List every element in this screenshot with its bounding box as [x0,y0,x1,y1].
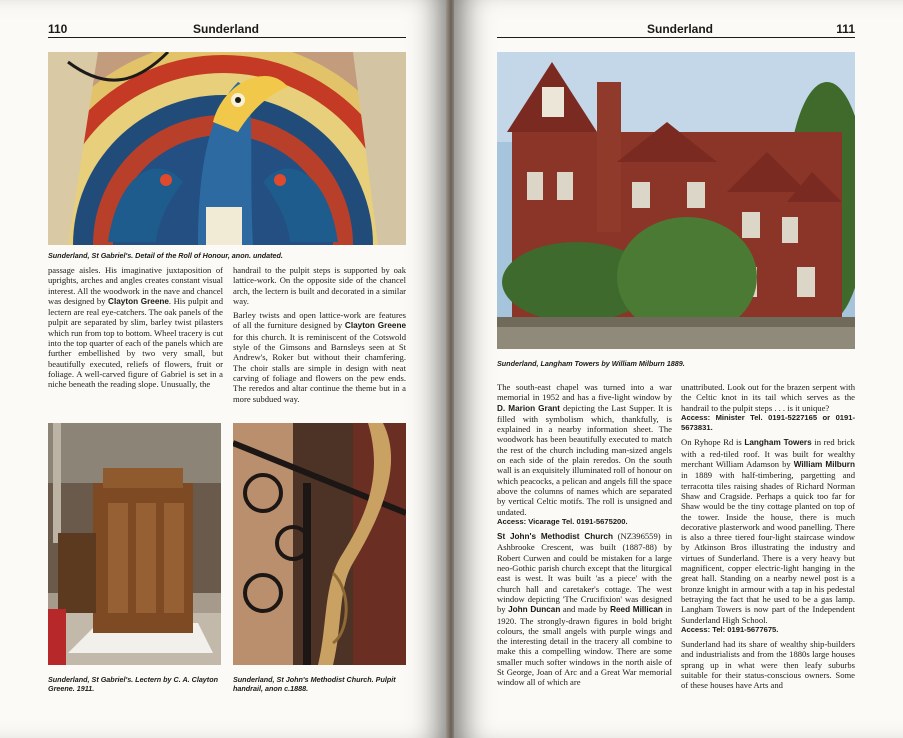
right-col1-text-b: depicting the Last Supper. It is filled with symbolism which, thankfully, is explained in a nearby information sheet. The woodwork has been beautifully executed to match the rest of the church including man-sized angels on each side of the plain reredos. On the south wall is an exquisitely illuminated roll of honour on which peacocks, a pelican and angels fill the space above the columns of names which are separated by vertical Celtic motifs. The roll is unsigned and undated. [497,402,672,517]
right-col1-maker: Reed Millican [610,605,663,615]
right-page-number: 111 [836,22,855,36]
langham-towers-caption: Sunderland, Langham Towers by William Milburn 1889. [497,359,685,368]
right-col2-text-a: On Ryhope Rd is [681,437,742,448]
handrail-photo [233,423,406,665]
left-col2-text-a: Barley twists and open lattice-work are features of all the furniture designed by [233,310,406,331]
right-col1-text-c: (NZ396559) in Ashbrooke Crescent, was built (1887-88) by Robert Curwen and could be mistaken for a large neo-Gothic parish church except that the liturgical east is west. It was built 'as a piece' with the church hall and caretaker's cottage. The west window depicting 'The Crucifixion' was designed by [497,531,672,615]
right-col2-text-b: in red brick with a red-tiled roof. It was built for wealthy merchant William Adamson by [681,437,855,470]
right-page [454,0,903,738]
left-running-head-title: Sunderland [193,22,260,36]
left-col2-text-b: for this church. It is reminiscent of the Cotswold style of the Gimsons and Barnsleys seen at St Andrew's, Roker but without their chamfering. The choir stalls are simple in design with neat carving of foliage and flowers on the pew ends. The reredos and altar continue the theme but in a more subdued way. [233,331,406,404]
vicarage-access: Access: Vicarage Tel. 0191-5675200. [497,516,628,526]
left-text-column-1 [48,265,223,394]
left-text-column-2 [233,265,406,408]
right-col2-para-3: Sunderland had its share of wealthy ship-builders and industrialists and from the 1880s large houses sprang up in what were then leafy suburbs suitable for their status-conscious owners. Some of these houses have Arts and [681,639,855,691]
left-page-number: 110 [48,22,68,36]
lectern-caption: Sunderland, St Gabriel's. Lectern by C. A. Clayton Greene. 1911. [48,675,218,693]
left-col2-designer: Clayton Greene [344,321,407,331]
left-col2-para-1: handrail to the pulpit steps is supported by oak lattice-work. On the opposite side of the chancel arch, the lectern is built and decorated in a similar way. [233,265,406,306]
right-col2-para-1: unattributed. Look out for the brazen serpent with the Celtic knot in its tail which serves as the handrail to the pulpit steps . . . is it unique? [681,382,855,413]
right-running-head-title: Sunderland [647,22,714,36]
minister-access: Access: Minister Tel. 0191-5227165 or 0191-5673831. [681,412,855,433]
right-col1-text-e: in 1920. The strongly-drawn figures in bold bright colours, the small angels with purple wings and the interesting detail in the tracery all combine to make this a compelling window. There are some smaller much softer windows in the north aisle of St George, Joan of Arc and a Great War memorial window all of which are [497,604,672,688]
left-col1-text-b: . His pulpit and lectern are real eye-catchers. The oak panels of the pulpit are separated by slim, barley twist pilasters which run from top to bottom. Wheel tracery is cut into the top quarter of each of the panels which are further embellished by two very small, but beautifully executed, reliefs of flowers, fruit or foliage. A well-carved figure of Gabriel is set in a niche beneath the reading slope. Unusually, the [48,295,224,390]
left-col1-designer: Clayton Greene [108,296,169,306]
right-col1-designer: John Duncan [508,605,561,615]
st-johns-heading: St John's Methodist Church [497,532,613,542]
left-top-caption: Sunderland, St Gabriel's. Detail of the Roll of Honour, anon. undated. [48,251,283,260]
right-text-column-1 [497,382,672,692]
lectern-photo [48,423,221,665]
right-text-column-2 [681,382,855,695]
school-access: Access: Tel: 0191-5677675. [681,624,779,634]
langham-towers-photo [497,52,855,349]
roll-of-honour-photo [48,52,406,245]
right-col1-text-d: and made by [562,604,608,615]
right-running-header [497,22,855,38]
left-page [0,0,448,738]
handrail-caption: Sunderland, St John's Methodist Church. Pulpit handrail, anon c.1888. [233,675,396,693]
right-col2-text-c: in 1889 with half-timbering, pargetting and terracotta tiles raising shades of Richard Norman Shaw and Cragside. Perhaps a quick too far for Shaw would be the tiny cottage planted on top of the tower. Inside the house, there is much decorative plasterwork and wood panelling. There is also a three tiered four-light staircase window by Atkinson Bros illustrating the industry and virtues of Sunderland. There is a very heavy but magnificent, copper electric-light hanging in the great hall. Standing on a nearby newel post is a bronze knight in armour with a tap in his pedestal betraying the fact that he used to be a gas lamp. Langham Towers is now part of the Independent Sunderland High School. [681,470,855,625]
left-running-header [48,22,406,38]
right-col1-artist: D. Marion Grant [497,403,561,413]
right-col1-text-a: The south-east chapel was turned into a war memorial in 1952 and has a five-light window by [497,382,672,403]
langham-towers-name: Langham Towers [744,438,812,448]
right-col2-architect: William Milburn [793,460,855,470]
left-col1-text-a: passage aisles. His imaginative juxtaposition of uprights, arches and angles creates constant visual interest. All the woodwork in the nave and chancel was designed by [48,265,223,306]
